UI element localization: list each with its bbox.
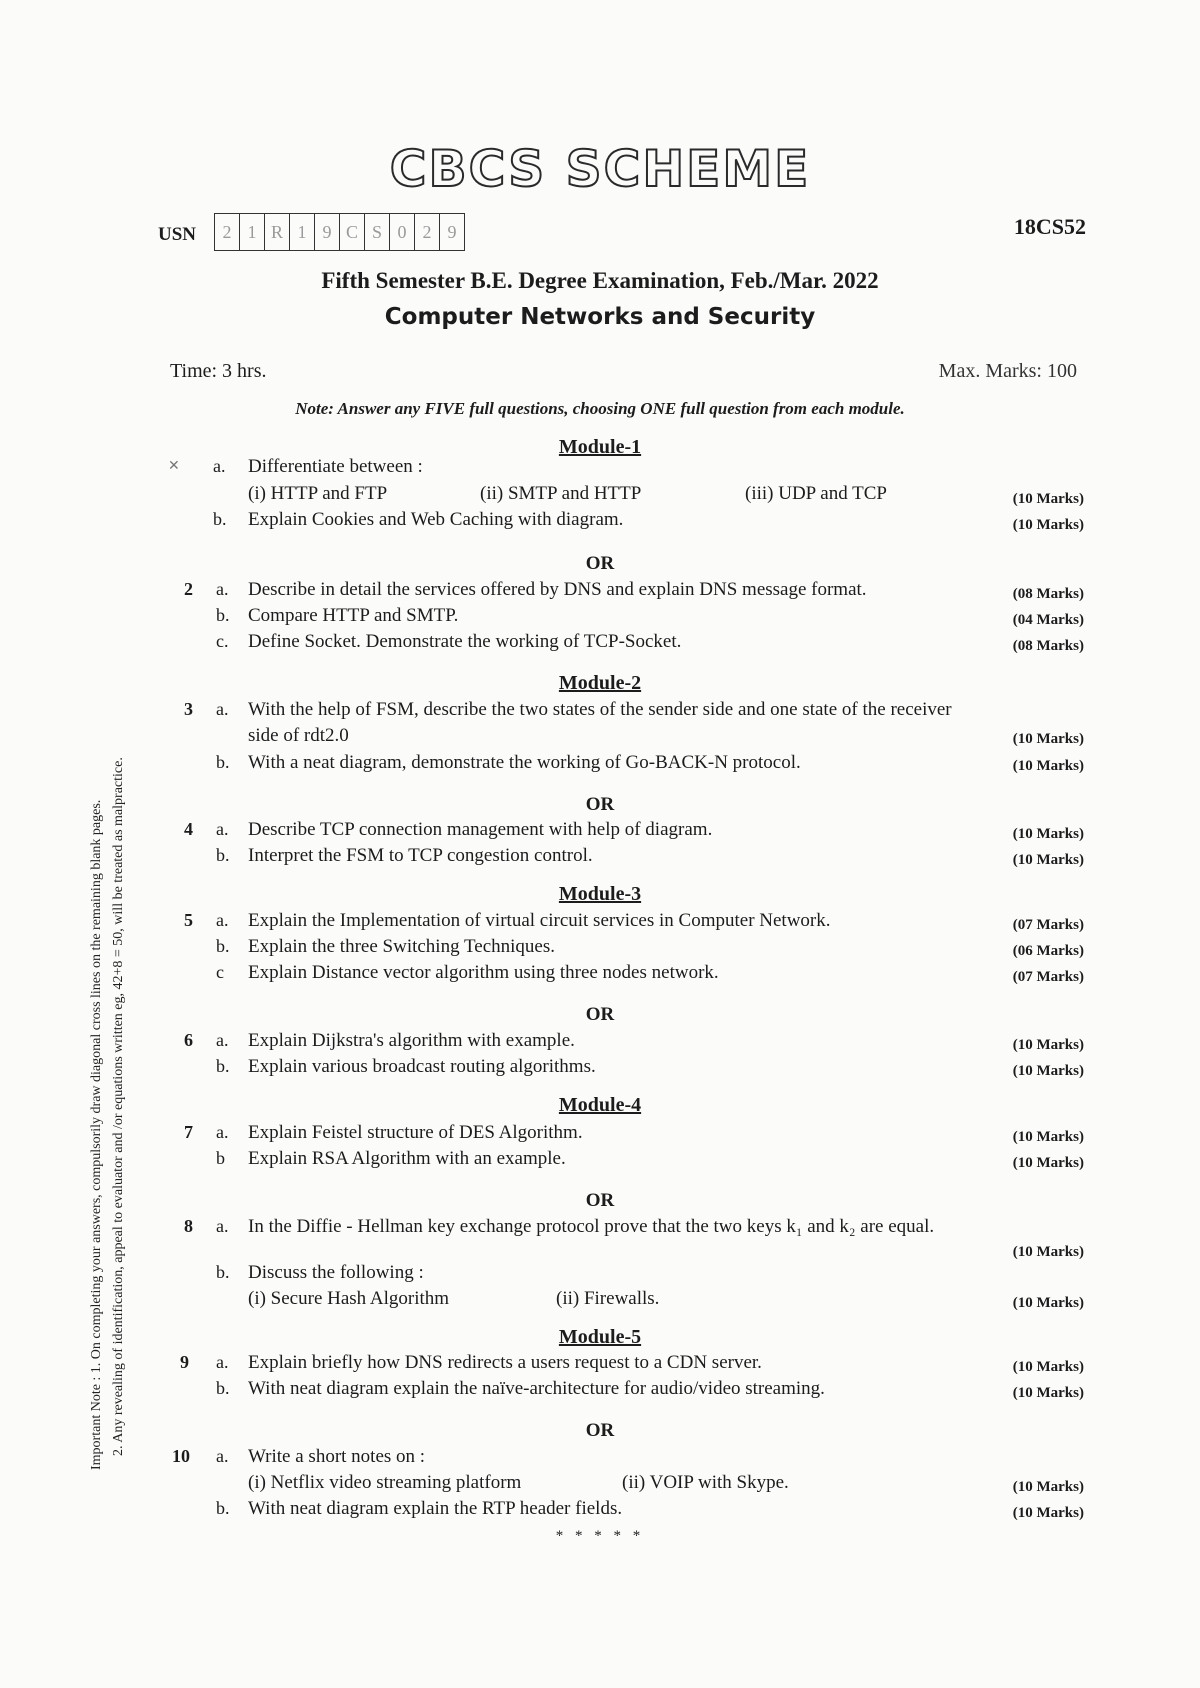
q9-number: 9	[180, 1352, 189, 1372]
module-heading: Module-3	[558, 883, 642, 905]
q3-a-label: a.	[216, 699, 229, 719]
q2-a-marks: (08 Marks)	[1012, 586, 1084, 602]
q2-c-text: Define Socket. Demonstrate the working of TCP-Socket.	[248, 631, 682, 652]
q10-b-text: With neat diagram explain the RTP header fields.	[248, 1498, 623, 1519]
q1-b-label: b.	[213, 509, 227, 529]
q9-a-marks: (10 Marks)	[1012, 1359, 1084, 1375]
usn-box: 2	[215, 214, 240, 250]
q9-a-label: a.	[216, 1352, 229, 1372]
end-of-paper-mark: * * * * *	[555, 1528, 645, 1544]
q5-a-label: a.	[216, 910, 229, 930]
q4-a-label: a.	[216, 819, 229, 839]
time-allowed: Time: 3 hrs.	[170, 360, 267, 382]
module-heading: Module-1	[558, 436, 642, 458]
q6-b-marks: (10 Marks)	[1012, 1063, 1084, 1079]
instructions-note: Note: Answer any FIVE full questions, choosing ONE full question from each module.	[295, 399, 905, 418]
q1-a-text: Differentiate between :	[248, 456, 423, 477]
q8-b-marks: (10 Marks)	[1012, 1295, 1084, 1311]
q10-a-text: Write a short notes on :	[248, 1446, 426, 1467]
q10-b-label: b.	[216, 1498, 230, 1518]
or-divider: OR	[585, 1420, 615, 1441]
usn-box: 2	[415, 214, 440, 250]
q7-a-label: a.	[216, 1122, 229, 1142]
q3-number: 3	[184, 699, 193, 719]
q5-b-marks: (06 Marks)	[1012, 943, 1084, 959]
q8-b-label: b.	[216, 1262, 230, 1282]
usn-box: 0	[390, 214, 415, 250]
q3-b-marks: (10 Marks)	[1012, 758, 1084, 774]
usn-box: 9	[315, 214, 340, 250]
q1-b-text: Explain Cookies and Web Caching with diagram.	[248, 509, 624, 530]
q9-a-text: Explain briefly how DNS redirects a users request to a CDN server.	[248, 1352, 762, 1373]
q1-a-iii: (iii) UDP and TCP	[745, 483, 887, 504]
q6-a-marks: (10 Marks)	[1012, 1037, 1084, 1053]
paper-code: 18CS52	[1013, 214, 1086, 239]
q5-b-text: Explain the three Switching Techniques.	[248, 936, 555, 957]
q3-b-text: With a neat diagram, demonstrate the working of Go-BACK-N protocol.	[248, 752, 801, 773]
q4-number: 4	[184, 819, 193, 839]
q5-b-label: b.	[216, 936, 230, 956]
side-note-line-1: Important Note : 1. On completing your answers, compulsorily draw diagonal cross lines on the remaining blank pages.	[89, 799, 104, 1470]
q8-b-ii: (ii) Firewalls.	[556, 1288, 660, 1309]
scheme-title: CBCS SCHEME	[389, 140, 811, 198]
q6-b-label: b.	[216, 1056, 230, 1076]
or-divider: OR	[585, 1004, 615, 1025]
q7-number: 7	[184, 1122, 193, 1142]
q5-number: 5	[184, 910, 193, 930]
q10-a-ii: (ii) VOIP with Skype.	[622, 1472, 789, 1493]
q5-c-marks: (07 Marks)	[1012, 969, 1084, 985]
usn-box: R	[265, 214, 290, 250]
q6-a-label: a.	[216, 1030, 229, 1050]
q5-c-text: Explain Distance vector algorithm using three nodes network.	[248, 962, 719, 983]
q2-c-marks: (08 Marks)	[1012, 638, 1084, 654]
q1-b-marks: (10 Marks)	[1012, 517, 1084, 533]
q8-a-label: a.	[216, 1216, 229, 1236]
q5-c-label: c	[216, 962, 224, 982]
module-heading: Module-5	[558, 1326, 642, 1348]
q2-number: 2	[184, 579, 193, 599]
module-heading: Module-2	[558, 672, 642, 694]
q8-b-i: (i) Secure Hash Algorithm	[248, 1288, 450, 1309]
usn-box: 1	[240, 214, 265, 250]
q9-b-label: b.	[216, 1378, 230, 1398]
q7-b-text: Explain RSA Algorithm with an example.	[248, 1148, 566, 1169]
q4-a-text: Describe TCP connection management with help of diagram.	[248, 819, 713, 840]
q7-b-label: b	[216, 1148, 225, 1168]
q3-a-marks: (10 Marks)	[1012, 731, 1084, 747]
q10-number: 10	[172, 1446, 190, 1466]
q9-b-marks: (10 Marks)	[1012, 1385, 1084, 1401]
q2-a-label: a.	[216, 579, 229, 599]
usn-box: 9	[447, 221, 457, 242]
or-divider: OR	[585, 794, 615, 815]
q6-a-text: Explain Dijkstra's algorithm with example.	[248, 1030, 575, 1051]
q1-a-i: (i) HTTP and FTP	[248, 483, 388, 504]
q2-a-text: Describe in detail the services offered by DNS and explain DNS message format.	[248, 579, 867, 600]
q7-b-marks: (10 Marks)	[1012, 1155, 1084, 1171]
q8-a-text: In the Diffie - Hellman key exchange protocol prove that the two keys k₁ and k₂ are equal.	[248, 1216, 935, 1237]
usn-box: S	[365, 214, 390, 250]
side-note-line-2: 2. Any revealing of identification, appeal to evaluator and /or equations written eg, 42+8 = 50, will be treated as malpractice.	[111, 757, 126, 1456]
q10-a-label: a.	[216, 1446, 229, 1466]
q6-number: 6	[184, 1030, 193, 1050]
q8-number: 8	[184, 1216, 193, 1236]
important-note-sidebar	[86, 460, 130, 1470]
q5-a-marks: (07 Marks)	[1012, 917, 1084, 933]
q4-b-marks: (10 Marks)	[1012, 852, 1084, 868]
usn-label: USN	[158, 224, 197, 245]
q3-b-label: b.	[216, 752, 230, 772]
q1-a-ii: (ii) SMTP and HTTP	[480, 483, 642, 504]
usn-box: C	[340, 214, 365, 250]
exam-title: Fifth Semester B.E. Degree Examination, Feb./Mar. 2022	[321, 268, 879, 293]
or-divider: OR	[585, 1190, 615, 1211]
q4-a-marks: (10 Marks)	[1012, 826, 1084, 842]
usn-box: 1	[290, 214, 315, 250]
usn-boxes	[214, 213, 465, 251]
q2-b-marks: (04 Marks)	[1012, 612, 1084, 628]
subject-title: Computer Networks and Security	[384, 304, 816, 330]
q9-b-text: With neat diagram explain the naïve-architecture for audio/video streaming.	[248, 1378, 825, 1399]
q2-b-label: b.	[216, 605, 230, 625]
or-divider: OR	[585, 553, 615, 574]
module-heading: Module-4	[558, 1094, 642, 1116]
q1-a-label: a.	[213, 456, 226, 476]
q3-a-text-line2: side of rdt2.0	[248, 725, 349, 746]
q7-a-marks: (10 Marks)	[1012, 1129, 1084, 1145]
q6-b-text: Explain various broadcast routing algorithms.	[248, 1056, 596, 1077]
q10-a-marks: (10 Marks)	[1012, 1479, 1084, 1495]
q8-a-marks: (10 Marks)	[1012, 1244, 1084, 1260]
q5-a-text: Explain the Implementation of virtual circuit services in Computer Network.	[248, 910, 831, 931]
q4-b-text: Interpret the FSM to TCP congestion control.	[248, 845, 593, 866]
q2-c-label: c.	[216, 631, 229, 651]
q7-a-text: Explain Feistel structure of DES Algorithm.	[248, 1122, 583, 1143]
q2-b-text: Compare HTTP and SMTP.	[248, 605, 459, 626]
q8-b-text: Discuss the following :	[248, 1262, 424, 1283]
q10-a-i: (i) Netflix video streaming platform	[248, 1472, 522, 1493]
q10-b-marks: (10 Marks)	[1012, 1505, 1084, 1521]
q3-a-text-line1: With the help of FSM, describe the two states of the sender side and one state of the receiver	[248, 699, 952, 720]
q1-a-marks: (10 Marks)	[1012, 491, 1084, 507]
tick-mark-icon: ✕	[168, 459, 180, 474]
q4-b-label: b.	[216, 845, 230, 865]
max-marks: Max. Marks: 100	[938, 360, 1077, 382]
